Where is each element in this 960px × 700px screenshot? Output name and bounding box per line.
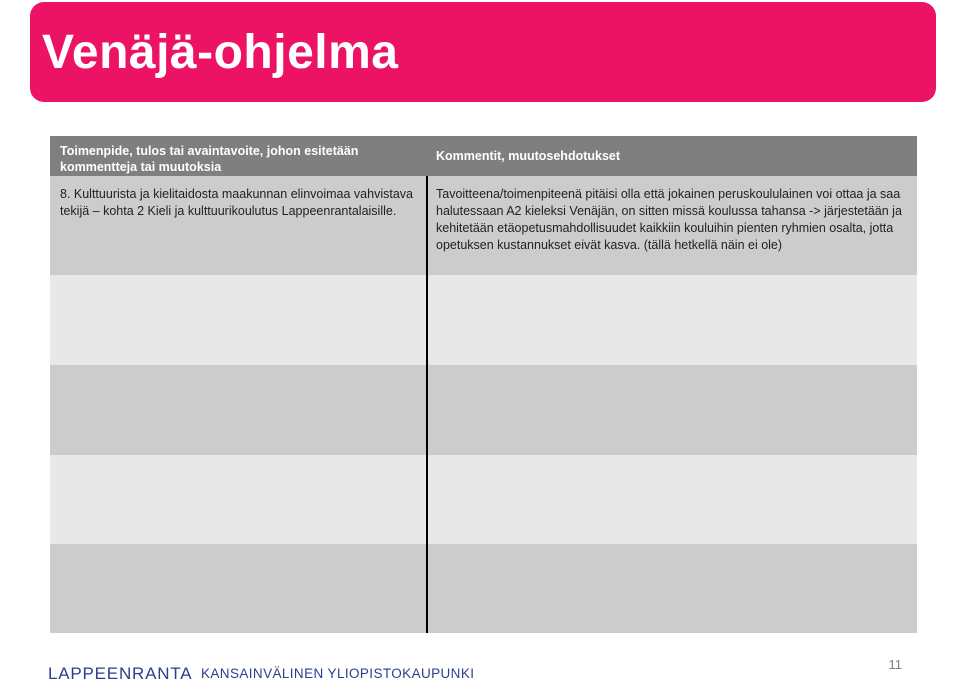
table-header-row [50,136,917,176]
footer-tagline: KANSAINVÄLINEN YLIOPISTOKAUPUNKI [201,666,475,681]
table-row [50,275,917,365]
row-comment-cell[interactable] [426,544,917,633]
row-action-cell[interactable] [50,455,426,544]
table-row [50,544,917,633]
comment-table [50,136,917,633]
table-row [50,365,917,455]
row-action-cell[interactable] [50,275,426,365]
row-action-cell[interactable] [50,544,426,633]
column-divider [426,176,428,633]
row-comment-cell[interactable] [426,275,917,365]
page-number: 11 [888,657,902,672]
row-comment-cell[interactable] [426,455,917,544]
header-cell-comments [426,136,917,176]
row-action-cell[interactable]: 8. Kulttuurista ja kielitaidosta maakunnan elinvoimaa vahvistava tekijä – kohta 2 Kieli ja kulttuurikoulutus Lappeenrantalaisille. [60,187,413,218]
header-comments-label: Kommentit, muutosehdotukset [436,149,621,163]
row-action-cell[interactable] [50,365,426,455]
row-comment-cell[interactable] [426,365,917,455]
lappeenranta-logo: LAPPEENRANTA [48,664,193,683]
table-row [50,176,917,275]
slide-title: Venäjä-ohjelma [42,25,399,79]
row-comment-cell[interactable]: Tavoitteena/toimenpiteenä pitäisi olla että jokainen peruskoululainen voi ottaa ja saa halutessaan A2 kieleksi Venäjän, on sitten missä koulussa tahansa -> järjestetään ja kehitetään etäopetusmahdollisuudet kaikkiin kouluihin pienten ryhmien osalta, jotta opetuksen kustannukset eivät kasva. (tällä hetkellä näin ei ole) [436,187,902,252]
title-banner [30,2,936,102]
table-row [50,455,917,544]
header-cell-action: Toimenpide, tulos tai avaintavoite, johon esitetään kommentteja tai muutoksia [60,144,359,174]
